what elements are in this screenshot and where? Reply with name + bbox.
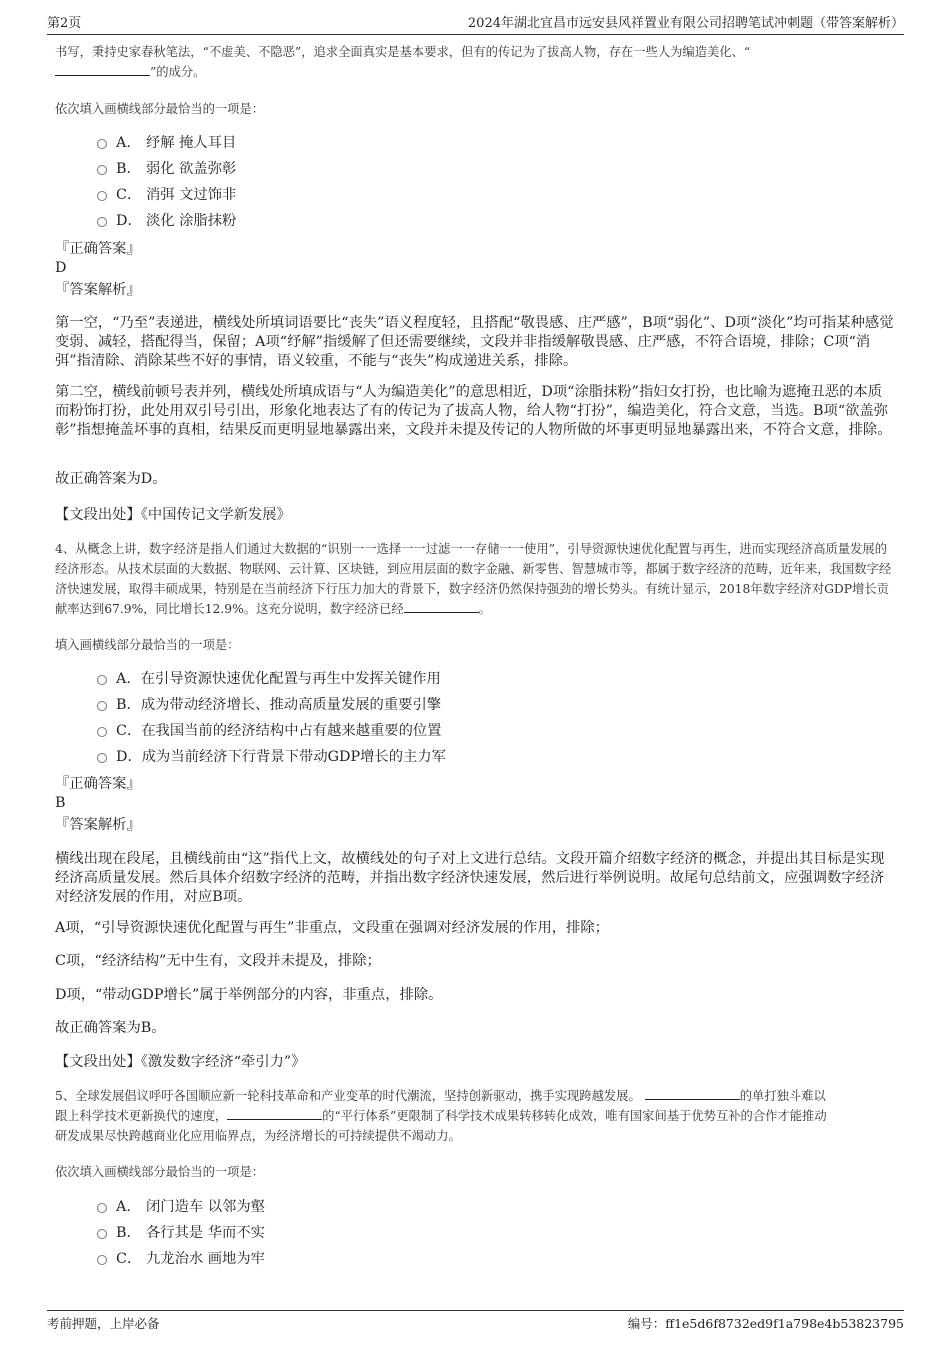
- q5-option-c[interactable]: C． 九龙治水 画地为牢: [97, 1249, 265, 1269]
- q5-stem-line1: 5、全球发展倡议呼吁各国顺应新一轮科技革命和产业变革的时代潮流，坚持创新驱动，携手实现跨越发展。 的单打独斗难以: [55, 1089, 826, 1103]
- q3-option-a[interactable]: A． 纾解 掩人耳目: [97, 133, 236, 153]
- q4-conclusion: 故正确答案为B。: [55, 1020, 166, 1036]
- q3-option-b[interactable]: B． 弱化 欲盖弥彰: [97, 159, 236, 179]
- q5-blank-2: [227, 1107, 322, 1120]
- q3-option-d[interactable]: D． 淡化 涂脂抹粉: [97, 211, 236, 231]
- q3-prompt: 依次填入画横线部分最恰当的一项是：: [55, 102, 265, 116]
- radio-icon[interactable]: [97, 701, 107, 711]
- q4-option-c[interactable]: C．在我国当前的经济结构中占有越来越重要的位置: [97, 721, 441, 741]
- q4-analysis-a: A项，“引导资源快速优化配置与再生”非重点，文段重在强调对经济发展的作用，排除；: [55, 920, 609, 936]
- radio-icon[interactable]: [97, 675, 107, 685]
- radio-icon[interactable]: [97, 1229, 107, 1239]
- q5-prompt: 依次填入画横线部分最恰当的一项是：: [55, 1165, 265, 1179]
- q3-conclusion: 故正确答案为D。: [55, 471, 167, 487]
- q3-source: 【文段出处】《中国传记文学新发展》: [55, 507, 291, 523]
- q4-stem: 4、从概念上讲，数字经济是指人们通过大数据的“识别一一选择一一过滤一一存储一一使用”，引导资源快速优化配置与再生，进而实现经济高质量发展的经济形态。从技术层面的大数据、物联网、云计算、区块链，到应用层面的数字金融、新零售、智慧城市等，都属于数字经济的范畴，近年来，我国数字经济快速发展，取得丰硕成果，特别是在当前经济下行压力加大的背景下，数字经济仍然保持强劲的增长势头。有统计显示，2018年数字经济对GDP增长贡献率达到67.9%，同比增长12.9%。这充分说明，数字经济已经 。: [55, 542, 892, 616]
- page-footer: [47, 1310, 904, 1333]
- q5-option-a[interactable]: A． 闭门造车 以邻为壑: [97, 1197, 265, 1217]
- q3-answer: D: [55, 260, 67, 276]
- q3-answer-label: 『正确答案』: [55, 241, 141, 257]
- radio-icon[interactable]: [97, 1255, 107, 1265]
- radio-icon[interactable]: [97, 165, 107, 175]
- q4-analysis-label: 『答案解析』: [55, 817, 141, 833]
- q3-analysis-label: 『答案解析』: [55, 282, 141, 298]
- radio-icon[interactable]: [97, 139, 107, 149]
- footer-slogan: 考前押题，上岸必备: [47, 1316, 160, 1331]
- q4-source: 【文段出处】《激发数字经济“牵引力”》: [55, 1054, 306, 1070]
- radio-icon[interactable]: [97, 753, 107, 763]
- radio-icon[interactable]: [97, 727, 107, 737]
- document-title: 2024年湖北宜昌市远安县风祥置业有限公司招聘笔试冲刺题（带答案解析）: [467, 16, 904, 31]
- q4-answer: B: [55, 795, 66, 811]
- q5-option-b[interactable]: B． 各行其是 华而不实: [97, 1223, 265, 1243]
- q3-analysis-p1: 第一空，“乃至”表递进，横线处所填词语要比“丧失”语义程度轻，且搭配“敬畏感、庄严感”，B项“弱化”、D项“淡化”均可指某种感觉变弱、减轻，搭配得当，保留；A项“纾解”指缓解了但还需要继续，文段并非指缓解敬畏感、庄严感，不符合语境，排除；C项“消弭”指清除、消除某些不好的事情，语义较重，不能与“丧失”构成递进关系，排除。: [55, 315, 894, 369]
- radio-icon[interactable]: [97, 1203, 107, 1213]
- q4-analysis-c: C项，“经济结构”无中生有，文段并未提及，排除；: [55, 953, 381, 969]
- page-header: [47, 14, 904, 35]
- q3-blank: [55, 63, 150, 76]
- q3-stem-line1: 书写，秉持史家春秋笔法，“不虚美、不隐恶”，追求全面真实是基本要求，但有的传记为了拔高人物，存在一些人为编造美化、“: [55, 45, 751, 59]
- q4-option-d[interactable]: D．成为当前经济下行背景下带动GDP增长的主力军: [97, 747, 446, 767]
- q5-blank-1: [645, 1087, 740, 1100]
- q3-stem: [55, 42, 895, 82]
- q3-stem-line2: ”的成分。: [55, 62, 895, 82]
- document-id: 编号：ff1e5d6f8732ed9f1a798e4b53823795: [627, 1316, 904, 1331]
- q3-option-c[interactable]: C． 消弭 文过饰非: [97, 185, 236, 205]
- q4-blank: [404, 600, 479, 613]
- q4-analysis-p1: 横线出现在段尾，且横线前由“这”指代上文，故横线处的句子对上文进行总结。文段开篇介绍数字经济的概念，并提出其目标是实现经济高质量发展。然后具体介绍数字经济的范畴，并指出数字经济快速发展，然后进行举例说明。故尾句总结前文，应强调数字经济对经济发展的作用，对应B项。: [55, 851, 885, 905]
- radio-icon[interactable]: [97, 191, 107, 201]
- q4-prompt: 填入画横线部分最恰当的一项是：: [55, 638, 240, 652]
- q5-stem-line2: 跟上科学技术更新换代的速度， 的“平行体系”更限制了科学技术成果转移转化成效，唯有国家间基于优势互补的合作才能推动: [55, 1109, 827, 1123]
- q4-option-b[interactable]: B．成为带动经济增长、推动高质量发展的重要引擎: [97, 695, 441, 715]
- q4-answer-label: 『正确答案』: [55, 776, 141, 792]
- q5-stem: [55, 1086, 895, 1146]
- q3-analysis-p2: 第二空，横线前顿号表并列，横线处所填成语与“人为编造美化”的意思相近，D项“涂脂抹粉”指妇女打扮，也比喻为遮掩丑恶的本质而粉饰打扮，此处用双引号引出，形象化地表达了有的传记为了拔高人物，给人物“打扮”，编造美化，符合文意，当选。B项“欲盖弥彰”指想掩盖坏事的真相，结果反而更明显地暴露出来，文段并未提及传记的人物所做的坏事更明显地暴露出来，不符合文意，排除。: [55, 384, 892, 438]
- q4-analysis-d: D项，“带动GDP增长”属于举例部分的内容，非重点，排除。: [55, 987, 443, 1003]
- page-number: 第2页: [47, 16, 82, 31]
- q4-option-a[interactable]: A．在引导资源快速优化配置与再生中发挥关键作用: [97, 669, 441, 689]
- q5-stem-line3: 研发成果尽快跨越商业化应用临界点，为经济增长的可持续提供不竭动力。: [55, 1129, 461, 1143]
- radio-icon[interactable]: [97, 217, 107, 227]
